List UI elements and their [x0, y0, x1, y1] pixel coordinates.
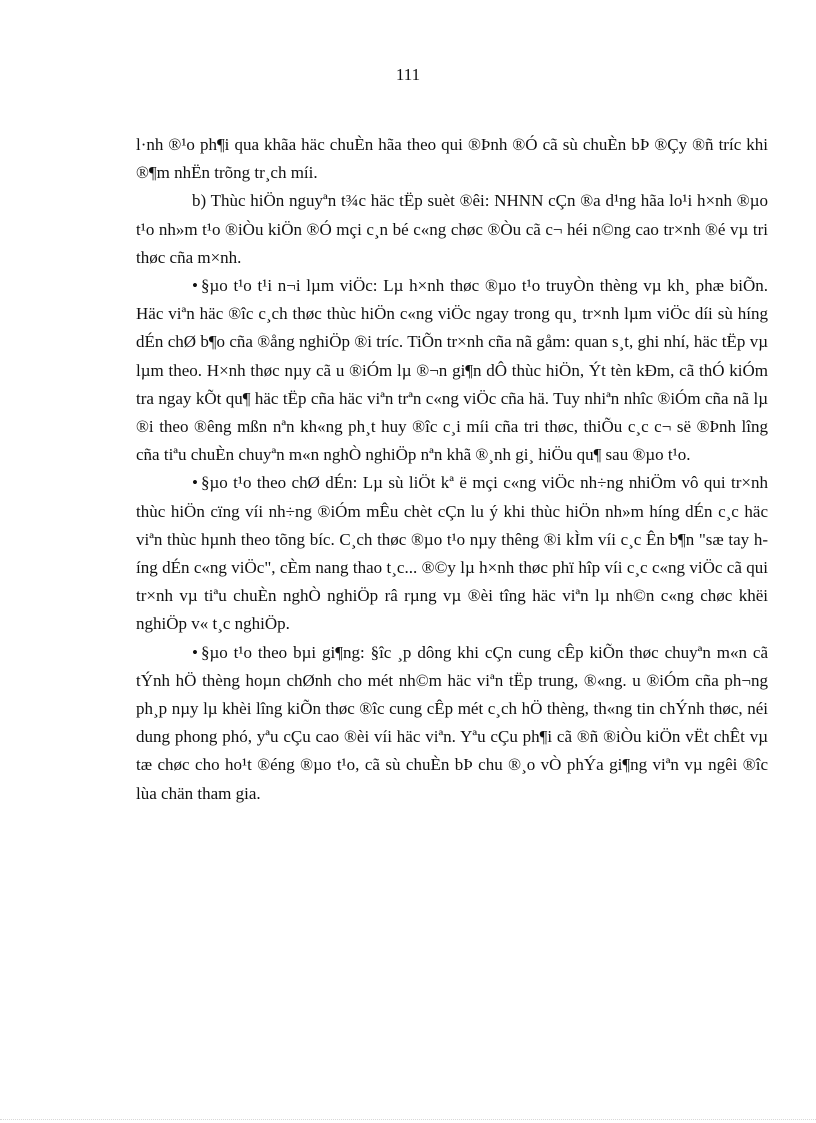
bullet-icon: •: [192, 473, 198, 493]
bullet-paragraph-guided-training: [136, 469, 768, 638]
bullet-paragraph-text: §µo t¹o theo chØ dÉn: Lµ sù liÖt kª ë mçi c«ng viÖc nh÷ng nhiÖm vô qui tr×nh thùc hiÖn cïng víi nh÷ng ®iÓm mÊu chèt cÇn lu ý khi thùc hiÖn nh»m híng dÉn c¸c häc viªn thùc hµnh theo tõng bíc. C¸ch thøc ®µo t¹o nµy thêng ®i kÌm víi c¸c Ên b¶n "sæ tay híng dÉn c«ng viÖc", cÈm nang thao t¸c... ®©y lµ h×nh thøc phï hîp víi c¸c c«ng viÖc cã qui tr×nh vµ tiªu chuÈn nghÒ nghiÖp râ rµng vµ ®èi tîng häc viªn lµ nh©n c«ng chøc khëi nghiÖp v« t¸c nghiÖp.: [136, 473, 768, 634]
bullet-paragraph-lecture-training: [136, 639, 768, 808]
page-number: 111: [395, 65, 421, 84]
bullet-paragraph-text: §µo t¹o theo bµi gi¶ng: §îc ¸p dông khi cÇn cung cÊp kiÕn thøc chuyªn m«n cã tÝnh hÖ thèng hoµn chØnh cho mét nh©m häc viªn tËp trung, ®«ng. u ®iÓm cña ph¬ng ph¸p nµy lµ khèi lîng kiÕn thøc ®îc cung cÊp mét c¸ch hÖ thèng, th«ng tin chÝnh thøc, néi dung phong phó, yªu cÇu cao ®èi víi häc viªn. Yªu cÇu ph¶i cã ®ñ ®iÒu kiÖn vËt chÊt vµ tæ chøc cho ho¹t ®éng ®µo t¹o, cã sù chuÈn bÞ chu ®¸o vÒ phÝa gi¶ng viªn vµ ngêi ®îc lùa chän tham gia.: [136, 642, 768, 803]
page-bottom-divider: [0, 1119, 816, 1120]
bullet-icon: •: [192, 642, 198, 662]
bullet-icon: •: [192, 276, 198, 296]
bullet-paragraph-on-the-job-training: [136, 272, 768, 469]
paragraph-principle-b: b) Thùc hiÖn nguyªn t¾c häc tËp suèt ®êi: NHNN cÇn ®a d¹ng hãa lo¹i h×nh ®µo t¹o nh»m t¹o ®iÒu kiÖn ®Ó mçi c¸n bé c«ng chøc ®Òu cã c¬ héi n©ng cao tr×nh ®é vµ tri thøc cña m×nh.: [136, 191, 768, 267]
bullet-paragraph-text: §µo t¹o t¹i n¬i lµm viÖc: Lµ h×nh thøc ®µo t¹o truyÒn thèng vµ kh¸ phæ biÕn. Häc viªn häc ®îc c¸ch thøc thùc hiÖn c«ng viÖc ngay trong qu¸ tr×nh lµm viÖc díi sù híng dÉn chØ b¶o cña ®ång nghiÖp ®i tríc. TiÕn tr×nh cña nã gåm: quan s¸t, ghi nhí, häc tËp vµ lµm theo. H×nh thøc nµy cã u ®iÓm lµ ®¬n gi¶n dÔ thùc hiÖn, Ýt tèn kÐm, cã thÓ kiÓm tra ngay kÕt qu¶ häc tËp cña häc viªn trªn c«ng viÖc cña hä. Tuy nhiªn nhîc ®iÓm cña nã lµ ®i theo ®êng mßn nªn kh«ng ph¸t huy ®îc c¸i míi cña tri thøc, thiÕu c¸c c¬ së ®Þnh lîng cña tiªu chuÈn chuyªn m«n nghÒ nghiÖp nªn khã ®¸nh gi¸ hiÖu qu¶ sau ®µo t¹o.: [136, 276, 768, 465]
body-text: [136, 131, 768, 808]
paragraph-continuation: l·nh ®¹o ph¶i qua khãa häc chuÈn hãa theo qui ®Þnh ®Ó cã sù chuÈn bÞ ®Çy ®ñ tríc khi ®¶m nhËn trõng tr¸ch míi.: [136, 135, 768, 183]
